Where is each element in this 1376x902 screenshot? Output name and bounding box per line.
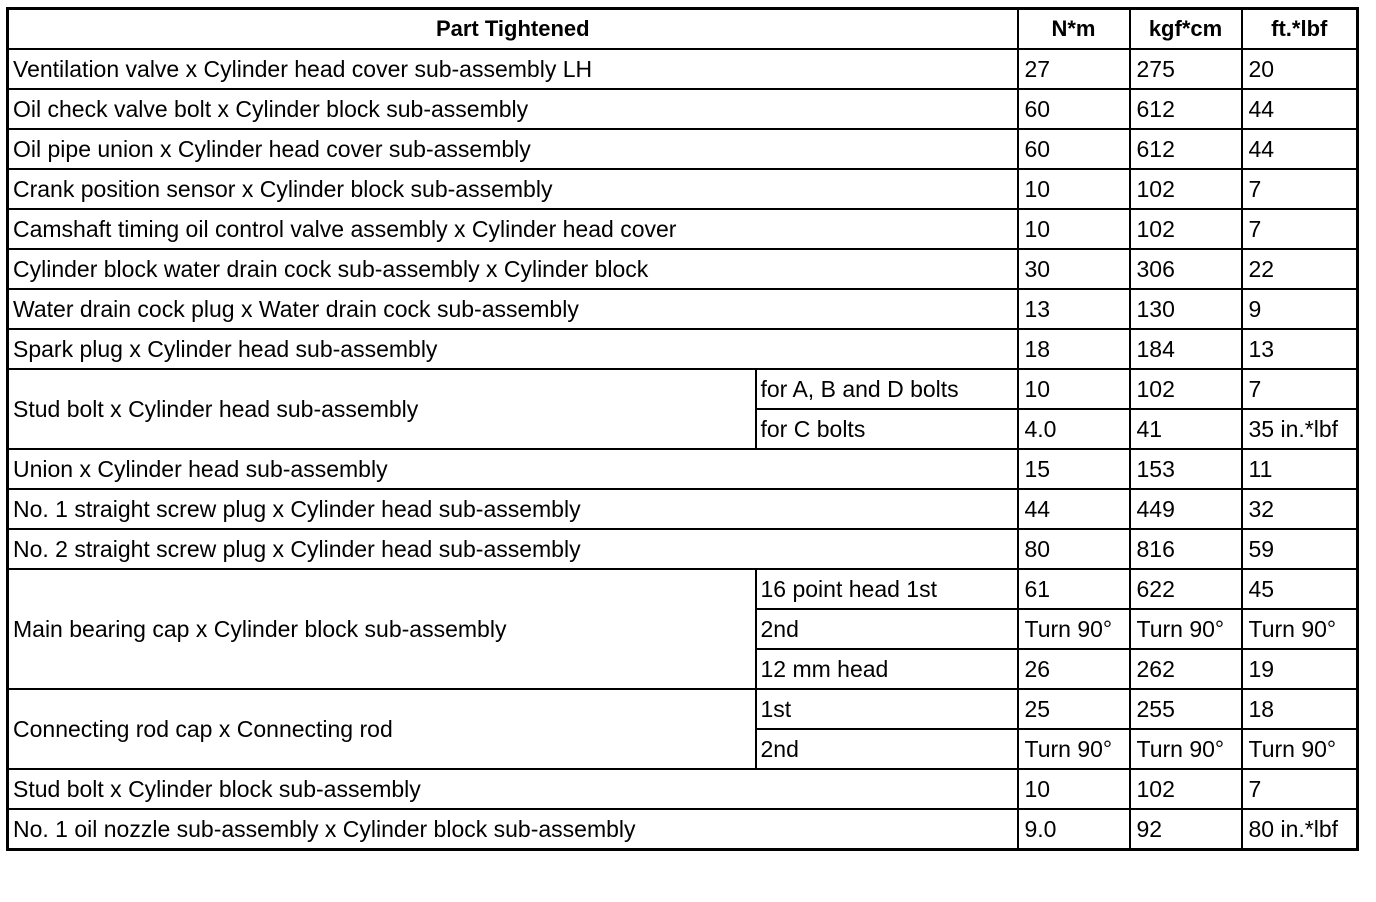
condition-cell: 16 point head 1st <box>756 569 1018 609</box>
nm-value-cell: 10 <box>1018 169 1130 209</box>
kgf-cm-value-cell: 306 <box>1130 249 1242 289</box>
nm-value-cell: 27 <box>1018 49 1130 89</box>
kgf-cm-value-cell: 816 <box>1130 529 1242 569</box>
kgf-cm-value-cell: Turn 90° <box>1130 609 1242 649</box>
table-row <box>8 449 1358 489</box>
ft-lbf-value-cell: 32 <box>1242 489 1358 529</box>
table-row <box>8 49 1358 89</box>
table-row <box>8 249 1358 289</box>
kgf-cm-value-cell: 612 <box>1130 89 1242 129</box>
nm-value-cell: 30 <box>1018 249 1130 289</box>
table-row <box>8 129 1358 169</box>
header-kgf-cm: kgf*cm <box>1130 9 1242 50</box>
part-cell: Water drain cock plug x Water drain cock sub-assembly <box>8 289 1018 329</box>
ft-lbf-value-cell: 22 <box>1242 249 1358 289</box>
part-cell: No. 2 straight screw plug x Cylinder head sub-assembly <box>8 529 1018 569</box>
kgf-cm-value-cell: 102 <box>1130 169 1242 209</box>
kgf-cm-value-cell: 612 <box>1130 129 1242 169</box>
condition-cell: 1st <box>756 689 1018 729</box>
table-row <box>8 569 1358 609</box>
kgf-cm-value-cell: Turn 90° <box>1130 729 1242 769</box>
part-cell: Cylinder block water drain cock sub-assembly x Cylinder block <box>8 249 1018 289</box>
torque-specification-table <box>6 7 1359 851</box>
nm-value-cell: Turn 90° <box>1018 609 1130 649</box>
kgf-cm-value-cell: 255 <box>1130 689 1242 729</box>
nm-value-cell: 60 <box>1018 129 1130 169</box>
kgf-cm-value-cell: 449 <box>1130 489 1242 529</box>
table-row <box>8 209 1358 249</box>
nm-value-cell: 61 <box>1018 569 1130 609</box>
kgf-cm-value-cell: 275 <box>1130 49 1242 89</box>
ft-lbf-value-cell: 35 in.*lbf <box>1242 409 1358 449</box>
table-row <box>8 89 1358 129</box>
part-cell: Connecting rod cap x Connecting rod <box>8 689 756 769</box>
nm-value-cell: 18 <box>1018 329 1130 369</box>
ft-lbf-value-cell: 9 <box>1242 289 1358 329</box>
nm-value-cell: 25 <box>1018 689 1130 729</box>
nm-value-cell: 10 <box>1018 369 1130 409</box>
table-row <box>8 489 1358 529</box>
part-cell: Camshaft timing oil control valve assembly x Cylinder head cover <box>8 209 1018 249</box>
ft-lbf-value-cell: 44 <box>1242 89 1358 129</box>
ft-lbf-value-cell: 11 <box>1242 449 1358 489</box>
part-cell: Oil check valve bolt x Cylinder block sub-assembly <box>8 89 1018 129</box>
kgf-cm-value-cell: 102 <box>1130 369 1242 409</box>
ft-lbf-value-cell: 7 <box>1242 769 1358 809</box>
kgf-cm-value-cell: 622 <box>1130 569 1242 609</box>
kgf-cm-value-cell: 262 <box>1130 649 1242 689</box>
ft-lbf-value-cell: 13 <box>1242 329 1358 369</box>
table-row <box>8 289 1358 329</box>
ft-lbf-value-cell: 20 <box>1242 49 1358 89</box>
ft-lbf-value-cell: 80 in.*lbf <box>1242 809 1358 850</box>
part-cell: Oil pipe union x Cylinder head cover sub-assembly <box>8 129 1018 169</box>
table-row <box>8 809 1358 850</box>
kgf-cm-value-cell: 92 <box>1130 809 1242 850</box>
ft-lbf-value-cell: 18 <box>1242 689 1358 729</box>
kgf-cm-value-cell: 102 <box>1130 209 1242 249</box>
nm-value-cell: 44 <box>1018 489 1130 529</box>
ft-lbf-value-cell: Turn 90° <box>1242 729 1358 769</box>
condition-cell: 12 mm head <box>756 649 1018 689</box>
ft-lbf-value-cell: 59 <box>1242 529 1358 569</box>
part-cell: Crank position sensor x Cylinder block sub-assembly <box>8 169 1018 209</box>
nm-value-cell: Turn 90° <box>1018 729 1130 769</box>
nm-value-cell: 60 <box>1018 89 1130 129</box>
part-cell: No. 1 oil nozzle sub-assembly x Cylinder block sub-assembly <box>8 809 1018 850</box>
table-row <box>8 169 1358 209</box>
nm-value-cell: 80 <box>1018 529 1130 569</box>
nm-value-cell: 26 <box>1018 649 1130 689</box>
header-row <box>8 9 1358 50</box>
ft-lbf-value-cell: 7 <box>1242 209 1358 249</box>
part-cell: Stud bolt x Cylinder head sub-assembly <box>8 369 756 449</box>
nm-value-cell: 10 <box>1018 209 1130 249</box>
nm-value-cell: 15 <box>1018 449 1130 489</box>
part-cell: No. 1 straight screw plug x Cylinder head sub-assembly <box>8 489 1018 529</box>
table-row <box>8 329 1358 369</box>
part-cell: Spark plug x Cylinder head sub-assembly <box>8 329 1018 369</box>
nm-value-cell: 4.0 <box>1018 409 1130 449</box>
condition-cell: 2nd <box>756 609 1018 649</box>
condition-cell: for C bolts <box>756 409 1018 449</box>
ft-lbf-value-cell: 7 <box>1242 369 1358 409</box>
kgf-cm-value-cell: 184 <box>1130 329 1242 369</box>
part-cell: Stud bolt x Cylinder block sub-assembly <box>8 769 1018 809</box>
part-cell: Union x Cylinder head sub-assembly <box>8 449 1018 489</box>
kgf-cm-value-cell: 102 <box>1130 769 1242 809</box>
table-row <box>8 769 1358 809</box>
kgf-cm-value-cell: 153 <box>1130 449 1242 489</box>
condition-cell: 2nd <box>756 729 1018 769</box>
ft-lbf-value-cell: 19 <box>1242 649 1358 689</box>
nm-value-cell: 9.0 <box>1018 809 1130 850</box>
condition-cell: for A, B and D bolts <box>756 369 1018 409</box>
kgf-cm-value-cell: 41 <box>1130 409 1242 449</box>
nm-value-cell: 13 <box>1018 289 1130 329</box>
ft-lbf-value-cell: 7 <box>1242 169 1358 209</box>
part-cell: Ventilation valve x Cylinder head cover sub-assembly LH <box>8 49 1018 89</box>
header-nm: N*m <box>1018 9 1130 50</box>
part-cell: Main bearing cap x Cylinder block sub-assembly <box>8 569 756 689</box>
header-part-tightened: Part Tightened <box>8 9 1018 50</box>
table-row <box>8 369 1358 409</box>
nm-value-cell: 10 <box>1018 769 1130 809</box>
table-row <box>8 689 1358 729</box>
ft-lbf-value-cell: Turn 90° <box>1242 609 1358 649</box>
table-row <box>8 529 1358 569</box>
ft-lbf-value-cell: 45 <box>1242 569 1358 609</box>
header-ft-lbf: ft.*lbf <box>1242 9 1358 50</box>
ft-lbf-value-cell: 44 <box>1242 129 1358 169</box>
table-body <box>8 49 1358 850</box>
kgf-cm-value-cell: 130 <box>1130 289 1242 329</box>
